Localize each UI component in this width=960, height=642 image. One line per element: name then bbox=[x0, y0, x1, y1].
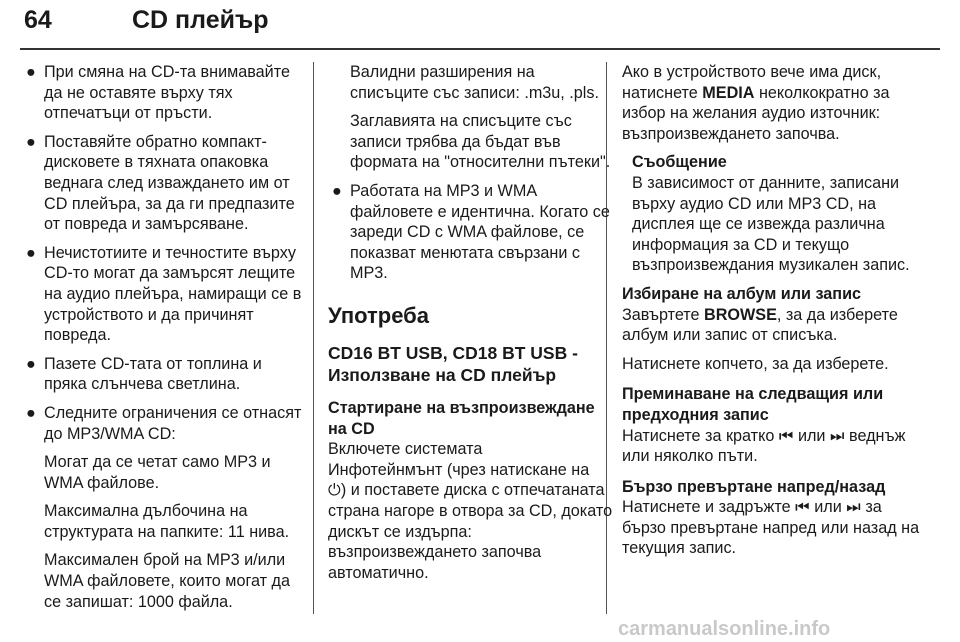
previous-track-icon: ⏮ bbox=[795, 498, 810, 517]
sub-paragraph: Максимална дълбочина на структурата на папките: 11 нива. bbox=[44, 502, 290, 541]
note-title: Съобщение bbox=[632, 153, 727, 172]
bullet-icon: ● bbox=[26, 354, 36, 373]
column-divider bbox=[313, 62, 314, 614]
next-track-icon: ⏭ bbox=[846, 498, 861, 517]
topic-heading: Избиране на албум или запис bbox=[622, 284, 862, 303]
column-3 bbox=[622, 62, 922, 569]
topic-heading: Стартиране на възпроизвеждане на CD bbox=[328, 398, 595, 438]
list-item: ● Пазете CD-тата от топлина и пряка слънчева светлина. bbox=[26, 354, 262, 394]
bullet-icon: ● bbox=[26, 403, 36, 422]
section-heading: Употреба bbox=[328, 302, 430, 328]
power-icon: ⏻ bbox=[328, 481, 341, 500]
bullet-icon: ● bbox=[26, 63, 36, 81]
body-text: Ако в устройството вече има диск, натиснете MEDIA неколкократно за избор на желания аудио източник: възпроизвеждането започва. bbox=[622, 63, 890, 143]
page-header bbox=[20, 4, 940, 44]
media-button-label: MEDIA bbox=[702, 83, 755, 102]
sub-paragraph: Валидни разширения на списъците със записи: .m3u, .pls. bbox=[350, 63, 599, 102]
bullet-icon: ● bbox=[26, 243, 36, 262]
previous-track-icon: ⏮ bbox=[778, 426, 794, 445]
column-2 bbox=[328, 62, 613, 593]
list-item: ● При смяна на CD-та внимавайте да не оставяте върху тях отпечатъци от пръсти. bbox=[26, 63, 290, 123]
list-item: ● Работата на MP3 и WMA файловете е идентична. Когато се зареди CD с WMA файлове, се показват менютата свързани с MP3. bbox=[332, 181, 610, 283]
list-item: ● Следните ограничения се отнасят до MP3/WMA CD: bbox=[26, 403, 302, 443]
body-text: Включете системата bbox=[328, 440, 483, 459]
body-text: Натиснете копчето, за да изберете. bbox=[622, 354, 889, 373]
body-text: Инфотейнмънт (чрез натискане на bbox=[328, 460, 590, 479]
note-box bbox=[622, 152, 922, 276]
sub-paragraph: Могат да се четат само MP3 и WMA файлове. bbox=[44, 453, 271, 492]
select-album-section bbox=[622, 284, 922, 374]
page-title: CD плейър bbox=[132, 6, 269, 34]
column-1 bbox=[22, 62, 307, 620]
topic-heading: Преминаване на следващия или предходния запис bbox=[622, 385, 884, 424]
body-text: Натиснете и задръжте ⏮ или ⏭ за бързо превъртане напред или назад на текущия запис. bbox=[622, 498, 920, 558]
subsection-heading: CD16 BT USB, CD18 BT USB - Използване на CD плейър bbox=[328, 342, 578, 385]
topic-heading: Бързо превъртане напред/назад bbox=[622, 477, 886, 496]
next-track-section bbox=[622, 384, 922, 466]
body-text: Завъртете BROWSE, за да изберете албум или запис от списъка. bbox=[622, 305, 898, 345]
bullet-icon: ● bbox=[332, 181, 342, 200]
watermark: carmanualsonline.info bbox=[618, 618, 831, 640]
note-text: В зависимост от данните, записани върху аудио CD или MP3 CD, на дисплея ще се извежда различна информация за CD и текущо възпроизвеждания музикален запис. bbox=[632, 173, 910, 275]
bullet-icon: ● bbox=[26, 132, 36, 151]
next-track-icon: ⏭ bbox=[829, 426, 845, 445]
list-item: ● Поставяйте обратно компакт-дисковете в тяхната опаковка веднага след изваждането им от CD плейъра, за да ги предпазите от повреда и замърсяване. bbox=[26, 132, 295, 234]
body-text: Натиснете за кратко ⏮ или ⏭ веднъж или няколко пъти. bbox=[622, 426, 906, 466]
sub-paragraph: Заглавията на списъците със записи трябва да бъдат във формата на "относителни пътеки". bbox=[350, 112, 611, 172]
body-text: ⏻) и поставете диска с отпечатаната страна нагоре в отвора за CD, докато дискът се издърпа: възпроизвеждането започва автоматично. bbox=[328, 481, 613, 582]
fast-forward-section bbox=[622, 477, 922, 559]
list-item: ● Нечистотиите и течностите върху CD-то могат да замърсят лещите на аудио плейъра, намиращи се в устройството и да причинят повреда. bbox=[26, 243, 302, 345]
browse-button-label: BROWSE bbox=[704, 305, 777, 324]
sub-paragraph: Максимален брой на MP3 и/или WMA файловете, които могат да се запишат: 1000 файла. bbox=[44, 551, 290, 611]
header-rule bbox=[20, 48, 940, 50]
start-playback-section bbox=[328, 398, 613, 583]
page-number: 64 bbox=[24, 6, 52, 34]
